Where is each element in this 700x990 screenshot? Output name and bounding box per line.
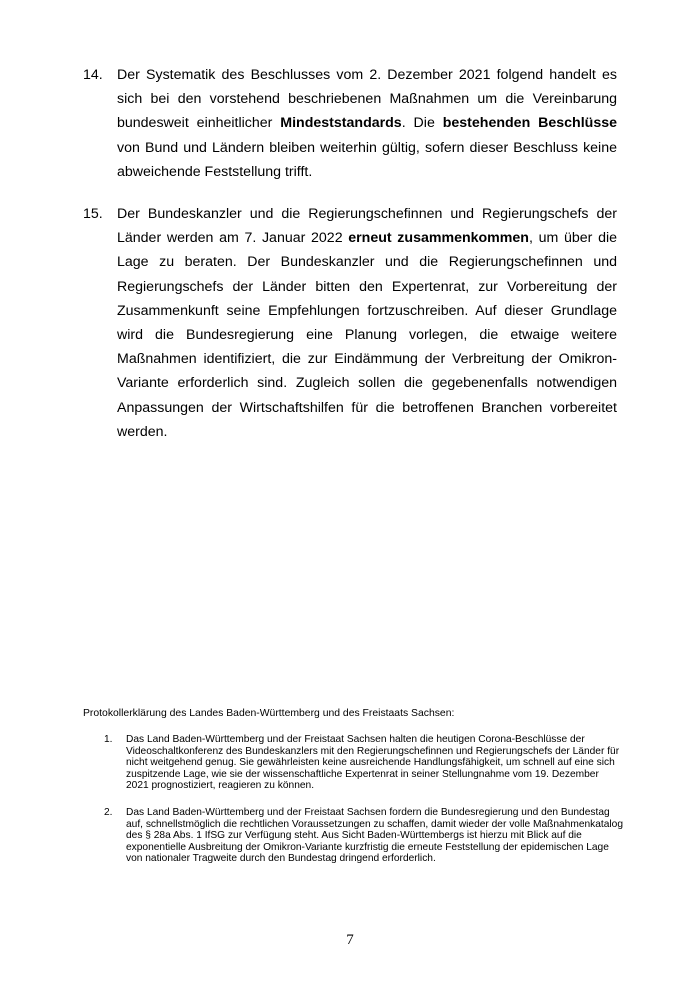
protocol-item-number: 1. (104, 734, 113, 745)
numbered-item-14 (83, 63, 617, 184)
protocol-item-2 (104, 807, 624, 865)
numbered-item-15 (83, 202, 617, 444)
item-number: 14. (83, 67, 103, 83)
item-text: Der Bundeskanzler und die Regierungschefinnen und Regierungschefs der Länder werden am 7. Januar 2022 erneut zusammenkommen, um über die Lage zu beraten. Der Bundeskanzler und die Regierungschefinnen und Regierungschefs der Länder bitten den Expertenrat, zur Vorbereitung der Zusammenkunft seine Empfehlungen fortzuschreiben. Auf dieser Grundlage wird die Bundesregierung eine Planung vorlegen, die etwaige weitere Maßnahmen identifiziert, die zur Eindämmung der Verbreitung der Omikron-Variante erforderlich sind. Zugleich sollen die gegebenenfalls notwendigen Anpassungen der Wirtschaftshilfen für die betroffenen Branchen vorbereitet werden. (117, 206, 617, 440)
protocol-declaration-title: Protokollerklärung des Landes Baden-Württemberg und des Freistaats Sachsen: (83, 708, 455, 719)
protocol-item-number: 2. (104, 807, 113, 818)
protocol-item-text: Das Land Baden-Württemberg und der Freistaat Sachsen halten die heutigen Corona-Beschlüsse der Videoschaltkonferenz des Bundeskanzlers mit den Regierungschefinnen und Regierungschefs der Länder für nicht weitgehend genug. Sie gewährleisten keine ausreichende Handlungsfähigkeit, um schnell auf eine sich zuspitzende Lage, wie sie der wissenschaftliche Expertenrat in seiner Stellungnahme vom 19. Dezember 2021 prognostiziert, reagieren zu können. (126, 734, 620, 792)
bold-phrase: bestehenden Beschlüsse (442, 115, 618, 132)
bold-phrase: erneut zusammenkommen (348, 230, 529, 247)
bold-phrase: Mindeststandards (280, 115, 402, 132)
page-number: 7 (346, 932, 354, 948)
protocol-item-text: Das Land Baden-Württemberg und der Freistaat Sachsen fordern die Bundesregierung und den Bundestag auf, schnellstmöglich die rechtlichen Voraussetzungen zu schaffen, damit wieder der volle Maßnahmenkatalog des § 28a Abs. 1 IfSG zur Verfügung steht. Aus Sicht Baden-Württembergs ist hierzu mit Blick auf die exponentielle Ausbreitung der Omikron-Variante kurzfristig die erneute Feststellung der epidemischen Lage von nationaler Tragweite durch den Bundestag dringend erforderlich. (126, 807, 624, 865)
item-text: Der Systematik des Beschlusses vom 2. Dezember 2021 folgend handelt es sich bei den vorstehend beschriebenen Maßnahmen um die Vereinbarung bundesweit einheitlicher Mindeststandards. Die bestehenden Beschlüsse von Bund und Ländern bleiben weiterhin gültig, sofern dieser Beschluss keine abweichende Feststellung trifft. (117, 67, 618, 180)
item-number: 15. (83, 206, 103, 222)
protocol-item-1 (104, 734, 624, 792)
